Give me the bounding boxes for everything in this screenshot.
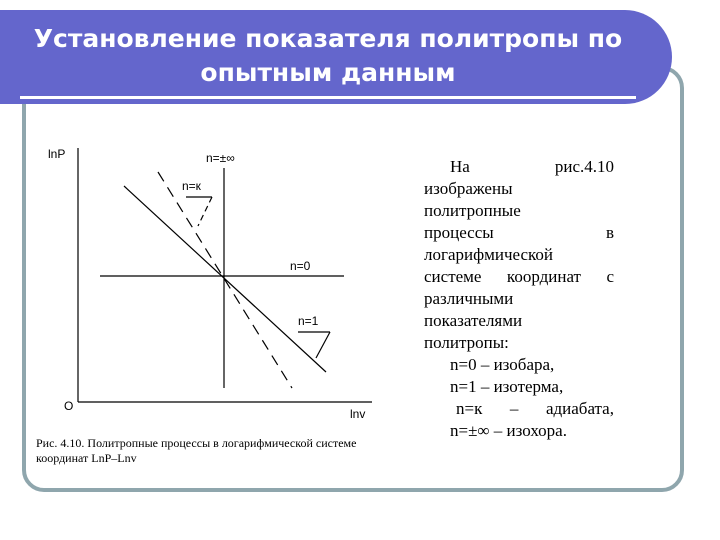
text-row-1 — [424, 156, 614, 178]
text-word: n=к — [456, 399, 483, 418]
y-axis-label: lnP — [48, 147, 66, 161]
text-line: изображены — [424, 179, 513, 198]
caption-line-1: Рис. 4.10. Политропные процессы в логарифмической системе — [36, 436, 357, 450]
origin-label: O — [64, 399, 74, 413]
isotherm-slope-vertical — [316, 332, 330, 358]
x-axis-label: lnv — [350, 407, 366, 421]
text-word: процессы — [424, 223, 494, 242]
label-n-1: n=1 — [298, 314, 319, 328]
caption-line-2: координат LnP–Lnv — [36, 451, 137, 465]
label-n-inf: n=±∞ — [206, 151, 235, 165]
adiabat-line — [158, 172, 292, 388]
text-line: показателями — [424, 311, 523, 330]
text-line: логарифмической — [424, 245, 554, 264]
title-line-2: опытным данным — [200, 58, 456, 87]
label-n-0: n=0 — [290, 259, 311, 273]
label-n-k: n=к — [182, 179, 201, 193]
description-text — [424, 156, 614, 442]
text-row-4 — [424, 222, 614, 244]
text-line: политропные — [424, 201, 521, 220]
text-word: – — [509, 399, 519, 418]
list-item: n=±∞ – изохора. — [450, 421, 567, 440]
text-word: рис.4.10 — [554, 157, 614, 176]
text-word: в — [605, 223, 614, 242]
title-line-1: Установление показателя политропы по — [33, 24, 623, 53]
list-item: n=0 – изобара, — [450, 355, 555, 374]
list-item: n=1 – изотерма, — [450, 377, 564, 396]
text-word: с — [606, 267, 614, 286]
text-word: системе — [424, 267, 482, 286]
list-item — [424, 398, 614, 420]
text-word: координат — [506, 267, 581, 286]
adiabat-slope-dashed — [198, 197, 212, 226]
figure-caption — [36, 436, 416, 466]
text-line: различными — [424, 289, 514, 308]
text-line: политропы: — [424, 333, 509, 352]
text-word: На — [450, 157, 470, 176]
text-word: адиабата, — [545, 399, 614, 418]
text-row-6 — [424, 266, 614, 288]
